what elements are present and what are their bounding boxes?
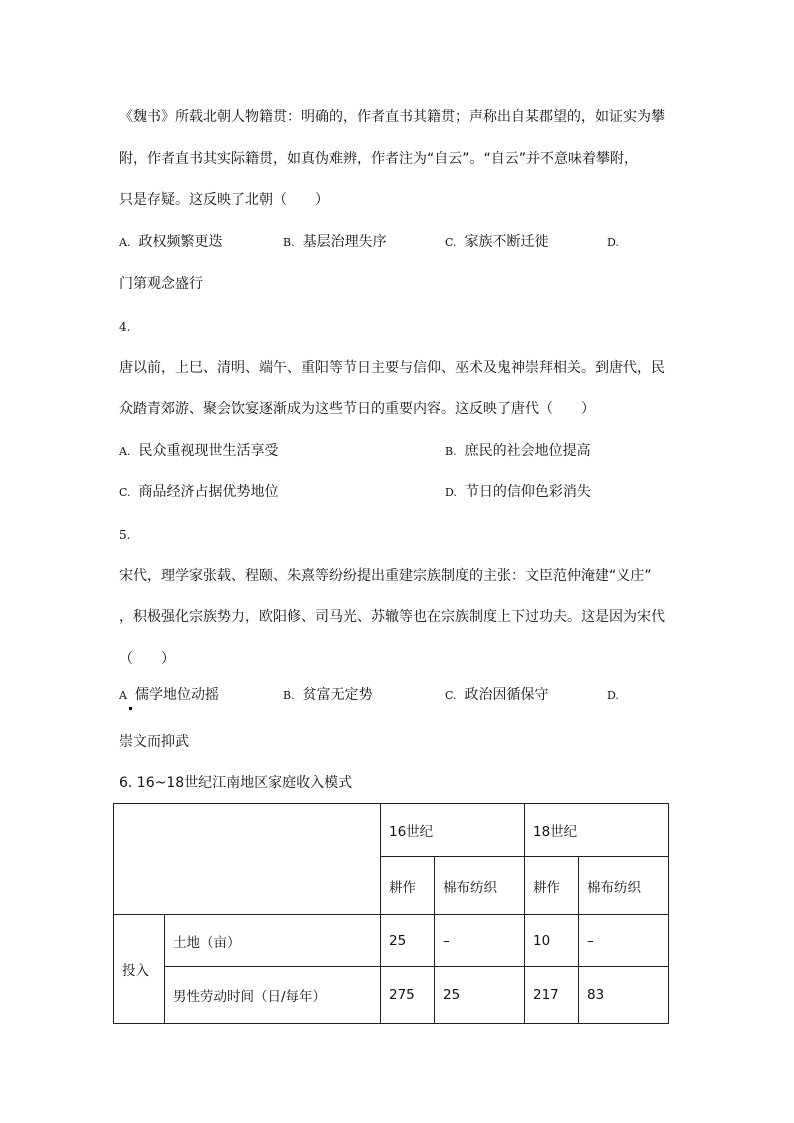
q5-number: 5. [119, 528, 131, 542]
option-key: C. [445, 236, 457, 249]
cell-value: – [579, 915, 669, 967]
q5-option-a [119, 685, 219, 706]
option-key: B. [283, 236, 295, 249]
q6-title: 6. 16~18世纪江南地区家庭收入模式 [119, 775, 353, 791]
option-key: B. [445, 445, 457, 458]
q3-stem-line-3: 只是存疑。这反映了北朝（ ） [119, 192, 329, 208]
q3-option-d-key: D. [607, 236, 619, 249]
income-table [113, 803, 669, 1024]
option-key: C. [445, 689, 457, 702]
cell-value: 275 [381, 967, 435, 1024]
option-text: 政权频繁更迭 [138, 234, 223, 250]
q3-option-a [119, 232, 222, 253]
option-text: 政治因循保守 [464, 687, 549, 703]
q4-option-b [445, 441, 591, 462]
table-row [114, 915, 669, 967]
q5-option-d-text: 崇文而抑武 [119, 734, 189, 750]
row-group-input: 投入 [114, 915, 165, 1024]
q4-number: 4. [119, 320, 131, 334]
q5-stem-line-3: （ ） [119, 651, 175, 667]
option-text: 儒学地位动摇 [134, 687, 219, 703]
q3-stem-line-2: 附，作者直书其实际籍贯，如真伪难辨，作者注为“自云”。“自云”并不意味着攀附， [119, 151, 639, 167]
q5-option-d-key: D. [607, 689, 619, 702]
q4-option-c [119, 482, 279, 503]
option-key: D. [445, 486, 457, 499]
option-key: A. [119, 445, 131, 458]
header-18th-century: 18世纪 [525, 804, 669, 857]
q3-option-d-text: 门第观念盛行 [119, 276, 203, 292]
subheader-cotton-18: 棉布纺织 [579, 857, 669, 915]
table-row [114, 967, 669, 1024]
option-key: A [119, 689, 127, 702]
q5-stem-line-2: ，积极强化宗族势力，欧阳修、司马光、苏辙等也在宗族制度上下过功夫。这是因为宋代 [119, 609, 665, 625]
table-corner-cell [114, 804, 381, 915]
option-key: A. [119, 236, 131, 249]
cell-value: 25 [381, 915, 435, 967]
q4-option-a [119, 441, 278, 462]
subheader-farming-16: 耕作 [381, 857, 435, 915]
cell-value: 83 [579, 967, 669, 1024]
cell-value: 217 [525, 967, 579, 1024]
q4-stem-line-2: 众踏青郊游、聚会饮宴逐渐成为这些节日的重要内容。这反映了唐代（ ） [119, 401, 595, 417]
stray-dot [129, 707, 132, 710]
row-label: 男性劳动时间（日/每年） [165, 967, 381, 1024]
q4-option-d [445, 482, 591, 503]
cell-value: – [435, 915, 525, 967]
q3-option-c [445, 232, 549, 253]
q3-stem-line-1: 《魏书》所载北朝人物籍贯：明确的，作者直书其籍贯；声称出自某郡望的，如证实为攀 [119, 109, 665, 125]
header-16th-century: 16世纪 [381, 804, 525, 857]
option-key: C. [119, 486, 131, 499]
option-text: 贫富无定势 [302, 687, 373, 703]
subheader-farming-18: 耕作 [525, 857, 579, 915]
q5-option-b [283, 685, 373, 706]
option-text: 庶民的社会地位提高 [464, 443, 591, 459]
subheader-cotton-16: 棉布纺织 [435, 857, 525, 915]
option-text: 民众重视现世生活享受 [138, 443, 279, 459]
q4-stem-line-1: 唐以前，上巳、清明、端午、重阳等节日主要与信仰、巫术及鬼神崇拜相关。到唐代，民 [119, 360, 665, 376]
q3-option-b [283, 232, 387, 253]
option-text: 节日的信仰色彩消失 [464, 484, 591, 500]
row-label: 土地（亩） [165, 915, 381, 967]
option-text: 家族不断迁徙 [464, 234, 549, 250]
cell-value: 10 [525, 915, 579, 967]
option-text: 商品经济占据优势地位 [138, 484, 279, 500]
q5-stem-line-1: 宋代，理学家张载、程颐、朱熹等纷纷提出重建宗族制度的主张：文臣范仲淹建“义庄” [119, 568, 652, 584]
option-text: 基层治理失序 [302, 234, 387, 250]
q5-option-c [445, 685, 549, 706]
option-key: B. [283, 689, 295, 702]
cell-value: 25 [435, 967, 525, 1024]
